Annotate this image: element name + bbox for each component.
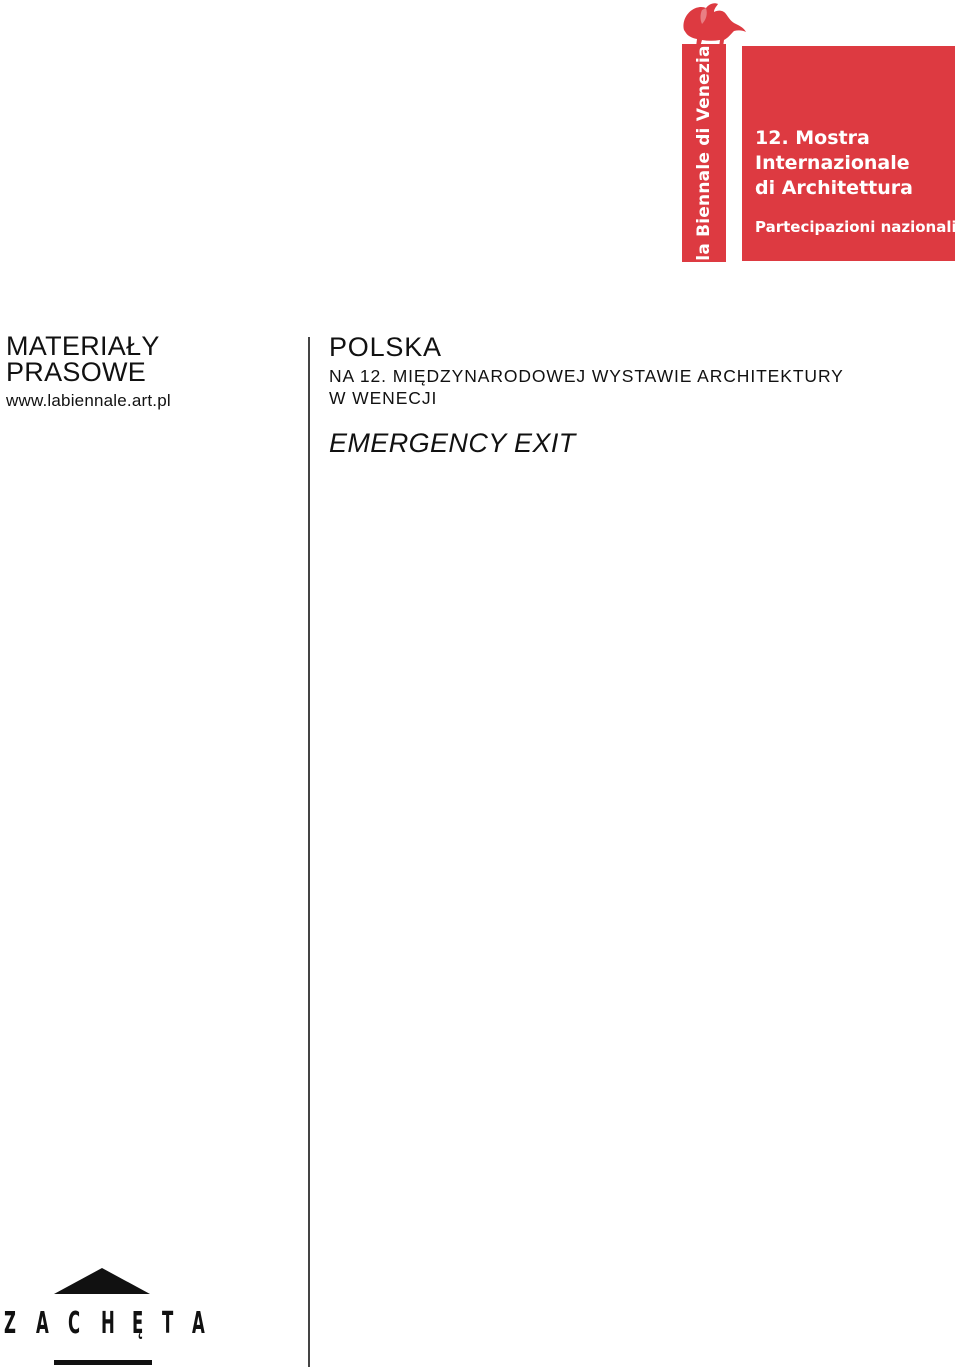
zacheta-letter: T [162,1306,174,1341]
mostra-line: Internazionale [755,152,910,174]
press-info [6,333,296,411]
winged-lion-icon [676,0,748,48]
zacheta-letter: C [68,1306,81,1341]
zacheta-wordmark [0,1304,210,1344]
website-link[interactable]: www.labiennale.art.pl [6,391,171,410]
zacheta-letter: Z [4,1306,16,1341]
zacheta-letter: Ę [132,1306,144,1341]
mostra-title [755,126,913,201]
zacheta-letter: A [192,1306,205,1341]
zacheta-logo [0,1266,210,1369]
exhibition-subtitle [329,365,949,409]
mostra-line: di Architettura [755,177,913,199]
biennale-logo [676,0,960,265]
mostra-line: 12. Mostra [755,127,870,149]
press-title-line: MATERIAŁY [6,331,160,361]
participation-label: Partecipazioni nazionali [755,218,957,236]
zacheta-base-bar [54,1360,152,1365]
press-title [6,333,296,385]
vertical-divider [308,337,310,1367]
biennale-title-block [742,46,955,261]
biennale-vertical-text: la Biennale di Venezia [694,45,714,261]
country-title: POLSKA [329,332,442,362]
zacheta-letter: H [101,1306,115,1341]
press-title-line: PRASOWE [6,357,147,387]
roof-triangle-icon [52,1266,152,1296]
subtitle-line: NA 12. MIĘDZYNARODOWEJ WYSTAWIE ARCHITEKTURY [329,366,844,386]
subtitle-line: W WENECJI [329,388,438,408]
biennale-vertical-band [682,44,726,262]
project-title: EMERGENCY EXIT [329,428,576,458]
exhibition-info [329,332,949,459]
zacheta-letter: A [36,1306,49,1341]
